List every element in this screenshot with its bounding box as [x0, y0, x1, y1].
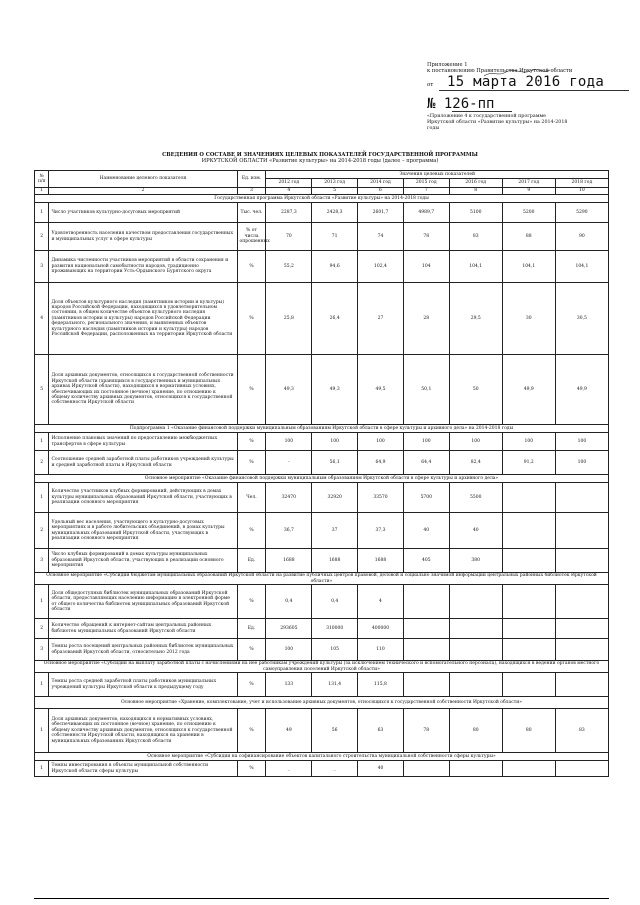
column-number: 3: [237, 188, 266, 195]
value-cell: 83: [555, 709, 608, 753]
value-cell: 0,4: [266, 585, 312, 619]
column-number: 7: [403, 188, 449, 195]
indicator-name: Удельный вес населения, участвующего в культурно-досуговых мероприятиях и в работе любительских объединений, в домах культуры муниципальных образований Иркутской области, участвующих в реализации основного мероприятия: [49, 513, 237, 549]
value-cell: 56: [312, 709, 358, 753]
value-cell: 30,5: [555, 283, 608, 355]
value-cell: [403, 639, 449, 661]
table-row: [35, 639, 609, 661]
section-title: Основное мероприятие «Субсидии на софинансирование объектов капитального строительства муниципальной собственности сферы культуры»: [35, 753, 609, 761]
value-cell: [403, 761, 449, 777]
value-cell: [449, 585, 502, 619]
value-cell: 4: [358, 585, 404, 619]
value-cell: 49,3: [312, 355, 358, 425]
value-cell: 32920: [312, 483, 358, 513]
indicator-name: Число участников культурно-досуговых мероприятий: [49, 203, 237, 223]
value-cell: _: [312, 761, 358, 777]
value-cell: 100: [502, 433, 555, 451]
row-number: 1: [35, 673, 49, 697]
document-title: [60, 152, 580, 165]
appendix-ref-line: годы: [427, 125, 440, 131]
value-cell: 64,4: [403, 451, 449, 475]
unit-cell: %: [237, 513, 266, 549]
value-cell: 33570: [358, 483, 404, 513]
value-cell: 104,1: [449, 251, 502, 283]
value-cell: 26,4: [312, 283, 358, 355]
value-cell: 50: [449, 355, 502, 425]
head-values-group: Значения целевых показателей: [266, 171, 609, 179]
value-cell: 2601,7: [358, 203, 404, 223]
appendix-ref-line: Иркутской области «Развитие культуры» на 2014-2018: [427, 119, 568, 125]
table-row: [35, 283, 609, 355]
section-row: [35, 425, 609, 433]
table-row: [35, 513, 609, 549]
row-number: 3: [35, 251, 49, 283]
value-cell: [502, 549, 555, 573]
row-number: 1: [35, 709, 49, 753]
section-row: [35, 573, 609, 585]
value-cell: 2287,3: [266, 203, 312, 223]
value-cell: 29,5: [449, 283, 502, 355]
value-cell: 105: [312, 639, 358, 661]
column-number: 2: [49, 188, 237, 195]
value-cell: 49,5: [358, 355, 404, 425]
head-year: 2015 год: [403, 179, 449, 188]
appendix-line: Приложение 1: [427, 62, 468, 68]
value-cell: 5700: [403, 483, 449, 513]
value-cell: [502, 483, 555, 513]
head-year: 2017 год: [502, 179, 555, 188]
value-cell: 5500: [449, 483, 502, 513]
section-row: [35, 195, 609, 203]
value-cell: [555, 549, 608, 573]
value-cell: 104: [403, 251, 449, 283]
row-number: 2: [35, 513, 49, 549]
value-cell: 80: [449, 709, 502, 753]
value-cell: 78: [403, 709, 449, 753]
value-cell: 131,4: [312, 673, 358, 697]
appendix-reference: [427, 114, 597, 131]
value-cell: 40: [449, 513, 502, 549]
value-cell: [502, 639, 555, 661]
table-head-row: [35, 171, 609, 179]
indicator-name: Темпы роста посещений центральных районных библиотек муниципальных образований Иркутской области, относительно 2012 года: [49, 639, 237, 661]
value-cell: 25,8: [266, 283, 312, 355]
section-title: Основное мероприятие «Оказание финансовой поддержки муниципальным образованиям Иркутской области в сфере культуры и архивного дела»: [35, 475, 609, 483]
table-row: [35, 549, 609, 573]
indicator-name: Количество участников клубных формирований, действующих в домах культуры муниципальных образований Иркутской области, участвующих в реализации основного мероприятия: [49, 483, 237, 513]
value-cell: 310000: [312, 619, 358, 639]
indicator-name: Удовлетворенность населения качеством предоставления государственных и муниципальных услуг в сфере культуры: [49, 223, 237, 251]
unit-cell: %: [237, 251, 266, 283]
unit-cell: % от числа опрошенных: [237, 223, 266, 251]
value-cell: [555, 483, 608, 513]
value-cell: [449, 639, 502, 661]
page-bottom-rule: [34, 898, 609, 899]
value-cell: [555, 761, 608, 777]
value-cell: [449, 619, 502, 639]
table-row: [35, 251, 609, 283]
value-cell: 49,3: [266, 355, 312, 425]
value-cell: 32470: [266, 483, 312, 513]
value-cell: 80: [502, 709, 555, 753]
row-number: 1: [35, 203, 49, 223]
value-cell: 100: [449, 433, 502, 451]
table-row: [35, 355, 609, 425]
table-row: [35, 483, 609, 513]
value-cell: 293605: [266, 619, 312, 639]
value-cell: 30: [502, 283, 555, 355]
value-cell: _: [266, 761, 312, 777]
section-title: Подпрограмма 1 «Оказание финансовой поддержки муниципальным образованиям Иркутской области в сфере культуры и архивного дела» на 2014-2018 годы: [35, 425, 609, 433]
decree-date-line: [427, 76, 627, 92]
table-row: [35, 451, 609, 475]
value-cell: [403, 673, 449, 697]
value-cell: 2428,3: [312, 203, 358, 223]
row-number: 4: [35, 283, 49, 355]
unit-cell: Тыс. чел.: [237, 203, 266, 223]
value-cell: [555, 619, 608, 639]
value-cell: 100: [266, 433, 312, 451]
value-cell: [502, 673, 555, 697]
value-cell: 405: [403, 549, 449, 573]
value-cell: 27: [358, 283, 404, 355]
table-row: [35, 761, 609, 777]
value-cell: 90: [555, 223, 608, 251]
section-row: [35, 475, 609, 483]
unit-cell: %: [237, 709, 266, 753]
table-row: [35, 203, 609, 223]
title-line-2: ИРКУТСКОЙ ОБЛАСТИ «Развитие культуры» на 2014-2018 годы (далее – программа): [201, 158, 439, 165]
value-cell: [555, 673, 608, 697]
indicator-name: Доля архивных документов, относящихся к государственной собственности Иркутской области (хранящихся в государственных и муниципальных архивах Иркутской области), находящихся в нормативных условиях, обеспечивающих их постоянное (вечное) хранение, по отношению к общему количеству архивных документов, относящихся к государственной собственности Иркутской области: [49, 355, 237, 425]
head-name: Наименование целевого показателя: [49, 171, 237, 188]
value-cell: 70: [266, 223, 312, 251]
value-cell: 1688: [358, 549, 404, 573]
column-number: 1: [35, 188, 49, 195]
value-cell: [449, 761, 502, 777]
column-number: 10: [555, 188, 608, 195]
value-cell: 104,1: [555, 251, 608, 283]
number-underline: [452, 111, 512, 112]
value-cell: 71: [312, 223, 358, 251]
value-cell: 28: [403, 283, 449, 355]
value-cell: [502, 619, 555, 639]
unit-cell: Ед.: [237, 549, 266, 573]
value-cell: 82,4: [449, 451, 502, 475]
value-cell: 100: [403, 433, 449, 451]
unit-cell: %: [237, 585, 266, 619]
table-row: [35, 619, 609, 639]
value-cell: 102,4: [358, 251, 404, 283]
value-cell: 5200: [502, 203, 555, 223]
table-body: [35, 171, 609, 777]
head-unit: Ед. изм.: [237, 171, 266, 188]
value-cell: 56,1: [312, 451, 358, 475]
head-year: 2014 год: [358, 179, 404, 188]
value-cell: 94,6: [312, 251, 358, 283]
value-cell: 37,3: [358, 513, 404, 549]
value-cell: [555, 585, 608, 619]
value-cell: 64,9: [358, 451, 404, 475]
unit-cell: %: [237, 761, 266, 777]
value-cell: 63: [358, 709, 404, 753]
row-number: 1: [35, 761, 49, 777]
date-underline: [439, 90, 629, 91]
value-cell: [555, 639, 608, 661]
indicator-name: Динамика численности участников мероприятий в области сохранения и развития национальной самобытности народов, традиционно проживающих на территории Усть-Ордынского Бурятского округа: [49, 251, 237, 283]
row-number: 2: [35, 223, 49, 251]
value-cell: 5290: [555, 203, 608, 223]
value-cell: 88: [502, 223, 555, 251]
decree-date: 15 марта 2016 года: [447, 74, 605, 90]
value-cell: 37: [312, 513, 358, 549]
table-row: [35, 709, 609, 753]
head-no: № п/п: [35, 171, 49, 188]
value-cell: 91,2: [502, 451, 555, 475]
table-row: [35, 585, 609, 619]
value-cell: [502, 761, 555, 777]
value-cell: [403, 585, 449, 619]
unit-cell: Ед.: [237, 619, 266, 639]
indicators-table: [34, 170, 609, 777]
indicator-name: Число клубных формирований в домах культуры муниципальных образований Иркутской области, участвующих в реализации основного мероприятия: [49, 549, 237, 573]
value-cell: [555, 513, 608, 549]
value-cell: [449, 673, 502, 697]
head-year: 2012 год: [266, 179, 312, 188]
table-row: [35, 223, 609, 251]
value-cell: 5100: [449, 203, 502, 223]
row-number: 1: [35, 483, 49, 513]
value-cell: 100: [312, 433, 358, 451]
unit-cell: %: [237, 451, 266, 475]
section-row: [35, 661, 609, 673]
column-number-row: [35, 188, 609, 195]
indicator-name: Темпы роста средней заработной платы работников муниципальных учреждений культуры Иркутской области к предыдущему году: [49, 673, 237, 697]
value-cell: 100: [555, 433, 608, 451]
value-cell: 74: [358, 223, 404, 251]
unit-cell: Чел.: [237, 483, 266, 513]
row-number: 3: [35, 639, 49, 661]
value-cell: 40: [358, 761, 404, 777]
value-cell: 1688: [266, 549, 312, 573]
unit-cell: %: [237, 639, 266, 661]
head-year: 2016 год: [449, 179, 502, 188]
unit-cell: %: [237, 433, 266, 451]
row-number: 2: [35, 451, 49, 475]
head-year: 2013 год: [312, 179, 358, 188]
row-number: 2: [35, 619, 49, 639]
indicator-name: Доля общедоступных библиотек муниципальных образований Иркутской области, предоставляющих населению информацию в электронной форме от общего количества библиотек муниципальных образований Иркутской области: [49, 585, 237, 619]
section-title: Основное мероприятие «Субсидии бюджетам муниципальных образований Иркутской области на развитие публичных центров правовой, деловой и социально значимой информации центральных районных библиотек Иркутской области»: [35, 573, 609, 585]
indicator-name: Соотношение средней заработной платы работников учреждений культуры и средней заработной платы в Иркутской области: [49, 451, 237, 475]
decree-number: № 126-пп: [427, 96, 495, 112]
value-cell: 115,8: [358, 673, 404, 697]
column-number: 4: [266, 188, 312, 195]
value-cell: 0,4: [312, 585, 358, 619]
value-cell: 36,7: [266, 513, 312, 549]
column-number: 8: [449, 188, 502, 195]
table-row: [35, 433, 609, 451]
title-line-1: СВЕДЕНИЯ О СОСТАВЕ И ЗНАЧЕНИЯХ ЦЕЛЕВЫХ ПОКАЗАТЕЛЕЙ ГОСУДАРСТВЕННОЙ ПРОГРАММЫ: [162, 152, 478, 158]
section-row: [35, 697, 609, 709]
value-cell: 400000: [358, 619, 404, 639]
value-cell: 110: [358, 639, 404, 661]
section-title: Основное мероприятие «Хранение, комплектование, учет и использование архивных документов, относящихся к государственной собственности Иркутской области»: [35, 697, 609, 709]
value-cell: 49,9: [502, 355, 555, 425]
value-cell: 49,9: [555, 355, 608, 425]
row-number: 1: [35, 585, 49, 619]
indicator-name: Доля архивных документов, находящихся в нормативных условиях, обеспечивающих их постоянное (вечное) хранение, по отношению к общему количеству архивных документов, относящихся к государственной собственности Иркутской области, находящихся на хранении в муниципальных образованиях Иркутской области: [49, 709, 237, 753]
unit-cell: %: [237, 355, 266, 425]
value-cell: 100: [358, 433, 404, 451]
section-row: [35, 753, 609, 761]
appendix-ref-line: «Приложение 4 к государственной программе: [427, 114, 547, 119]
unit-cell: %: [237, 283, 266, 355]
value-cell: 40: [403, 513, 449, 549]
value-cell: [403, 619, 449, 639]
indicator-name: Исполнение плановых значений по предоставлению межбюджетных трансфертов в сфере культуры: [49, 433, 237, 451]
value-cell: [502, 513, 555, 549]
column-number: 9: [502, 188, 555, 195]
value-cell: 78: [403, 223, 449, 251]
unit-cell: %: [237, 673, 266, 697]
head-year: 2018 год: [555, 179, 608, 188]
value-cell: 133: [266, 673, 312, 697]
appendix-line: к постановлению Правительства Иркутской области: [427, 68, 573, 75]
value-cell: 1688: [312, 549, 358, 573]
section-title: Государственная программа Иркутской области «Развитие культуры» на 2014-2018 годы: [35, 195, 609, 203]
value-cell: 100: [555, 451, 608, 475]
value-cell: [502, 585, 555, 619]
value-cell: 100: [266, 639, 312, 661]
column-number: 6: [358, 188, 404, 195]
table-row: [35, 673, 609, 697]
date-prefix: от: [427, 82, 434, 88]
row-number: 1: [35, 433, 49, 451]
row-number: 5: [35, 355, 49, 425]
indicator-name: Доля объектов культурного наследия (памятников истории и культуры) народов Российской Федерации, находящихся в удовлетворительном состоянии, в общем количестве объектов культурного наследия (памятников истории и культуры) народов Российской Федерации федерального, регионального значения, и выявленных объектов культурного наследия (памятников истории и культуры) народов Российской Федерации, расположенных на территории Иркутской области: [49, 283, 237, 355]
column-number: 5: [312, 188, 358, 195]
value-cell: 83: [449, 223, 502, 251]
value-cell: 104,1: [502, 251, 555, 283]
value-cell: 49: [266, 709, 312, 753]
value-cell: 4989,7: [403, 203, 449, 223]
value-cell: 55,2: [266, 251, 312, 283]
indicator-name: Количество обращений к интернет-сайтам центральных районных библиотек муниципальных образований Иркутской области: [49, 619, 237, 639]
row-number: 3: [35, 549, 49, 573]
value-cell: -: [266, 451, 312, 475]
section-title: Основное мероприятие «Субсидии на выплату заработной платы с начислениями на нее работникам учреждений культуры (за исключением технического и вспомогательного персонала), находящихся в ведении органов местного самоуправления поселений Иркутской области»: [35, 661, 609, 673]
indicator-name: Темпы инвестирования в объекты муниципальной собственности Иркутской области сферы культуры: [49, 761, 237, 777]
value-cell: 50,1: [403, 355, 449, 425]
value-cell: 380: [449, 549, 502, 573]
